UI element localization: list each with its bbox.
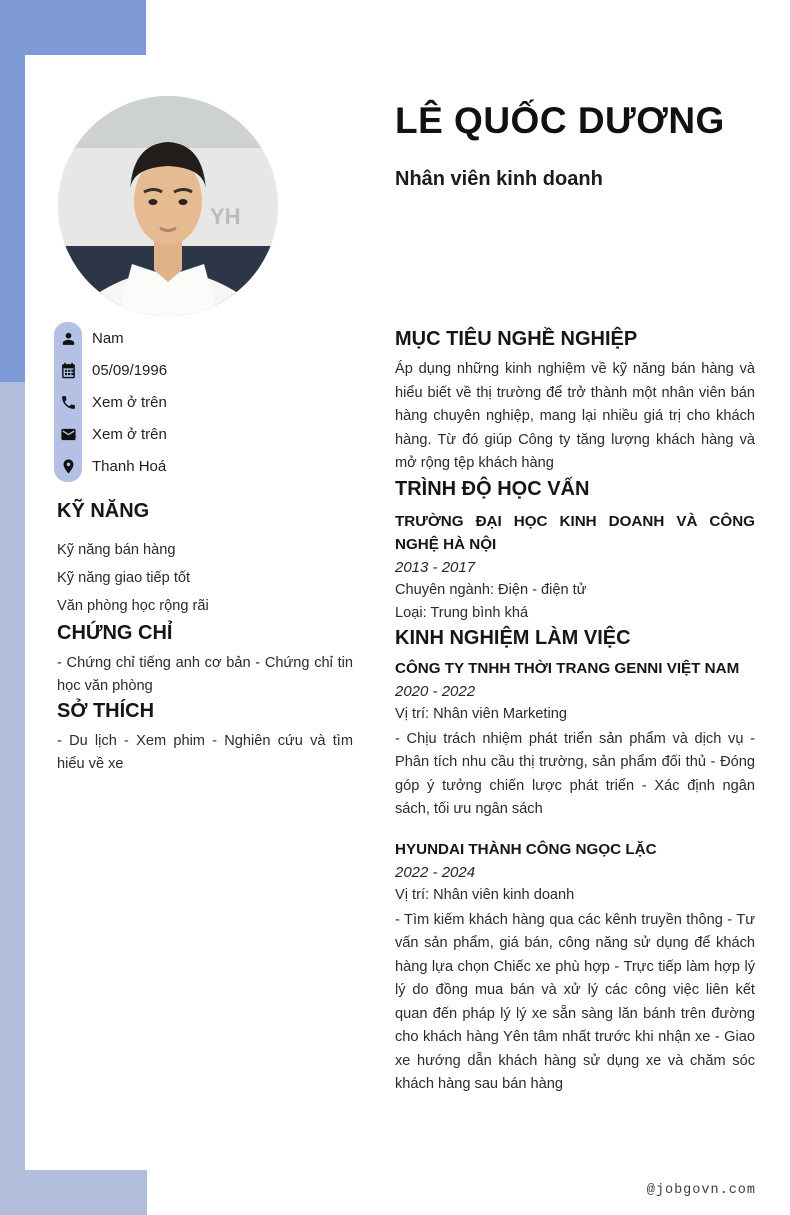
info-row-gender (54, 322, 354, 354)
info-row-birthdate (54, 354, 354, 386)
skill-item: Văn phòng học rộng rãi (57, 598, 209, 614)
decor-bottom-left-block (0, 1170, 147, 1215)
experience-job (395, 657, 755, 822)
job-company: CÔNG TY TNHH THỜI TRANG GENNI VIỆT NAM (395, 659, 740, 677)
profile-photo-illustration (58, 96, 278, 316)
experience-job (395, 838, 755, 1097)
mail-icon (54, 426, 82, 443)
hobbies-heading: SỞ THÍCH (57, 700, 155, 722)
phone-icon (54, 394, 82, 411)
job-position: Vị trí: Nhân viên kinh doanh (395, 886, 575, 903)
info-row-phone (54, 386, 354, 418)
objective-heading: MỤC TIÊU NGHỀ NGHIỆP (395, 328, 638, 350)
info-row-location (54, 450, 354, 482)
location-icon (54, 458, 82, 475)
right-column (395, 326, 755, 1097)
profile-photo (58, 96, 278, 316)
decor-left-strip-lower (0, 382, 25, 1170)
info-value-phone: Xem ở trên (92, 393, 167, 411)
decor-left-strip-upper (0, 55, 25, 382)
job-position: Vị trí: Nhân viên Marketing (395, 705, 567, 722)
skill-item: Kỹ năng bán hàng (57, 542, 176, 558)
education-heading: TRÌNH ĐỘ HỌC VẤN (395, 477, 590, 500)
info-value-gender: Nam (92, 329, 124, 347)
education-grade: Loại: Trung bình khá (395, 604, 529, 621)
job-company: HYUNDAI THÀNH CÔNG NGỌC LẶC (395, 840, 657, 858)
personal-info-list (54, 322, 354, 482)
certificates-text: - Chứng chỉ tiếng anh cơ bản - Chứng chỉ tin học văn phòng (57, 655, 353, 694)
education-major: Chuyên ngành: Điện - điện tử (395, 581, 587, 598)
job-description: - Tìm kiếm khách hàng qua các kênh truyền thông - Tư vấn sản phẩm, giá bán, công năng sử dụng để khách hàng lựa chọn Chiếc xe phù hợp - Trực tiếp làm hợp lý lý do đồng mua bán và xử lý các công việc liên kết quan đến pháp lý lý xe sẵn sàng lăn bánh trên đường cho khách hàng Yên tâm nhất trước khi nhận xe - Giao xe hướng dẫn khách hàng sử dụng xe và chăm sóc khách hàng sau bán hàng (395, 911, 755, 1092)
experience-heading: KINH NGHIỆM LÀM VIỆC (395, 626, 631, 649)
candidate-job-title: Nhân viên kinh doanh (395, 168, 603, 190)
hobbies-text: - Du lịch - Xem phim - Nghiên cứu và tìm hiểu về xe (57, 733, 353, 772)
candidate-name: LÊ QUỐC DƯƠNG (395, 100, 725, 141)
job-period: 2020 - 2022 (395, 682, 476, 700)
person-icon (54, 330, 82, 347)
job-description: - Chịu trách nhiệm phát triển sản phẩm và dịch vụ - Phân tích nhu cầu thị trường, sản phẩm đối thủ - Đóng góp ý tưởng chiến lược phát triển - Xác định ngân sách, tối ưu ngân sách (395, 730, 755, 817)
skills-heading: KỸ NĂNG (57, 500, 150, 522)
education-period: 2013 - 2017 (395, 558, 476, 576)
info-value-birthdate: 05/09/1996 (92, 361, 168, 379)
info-row-email (54, 418, 354, 450)
objective-text: Áp dụng những kinh nghiệm về kỹ năng bán hàng và hiểu biết về thị trường để trở thành một nhân viên bán hàng chuyên nghiệp, mang lại nhiều giá trị cho khách hàng. Từ đó giúp Công ty tăng lượng khách hàng và mở rộng tệp khách hàng (395, 361, 755, 471)
certificates-heading: CHỨNG CHỈ (57, 622, 173, 644)
svg-text:YH: YH (210, 204, 241, 229)
watermark: @jobgovn.com (646, 1183, 756, 1198)
info-value-location: Thanh Hoá (92, 457, 167, 475)
job-period: 2022 - 2024 (395, 863, 476, 881)
calendar-icon (54, 362, 82, 379)
skill-item: Kỹ năng giao tiếp tốt (57, 570, 191, 586)
left-column (57, 498, 353, 776)
skills-list (57, 536, 353, 620)
info-value-email: Xem ở trên (92, 425, 167, 443)
decor-top-left-block (0, 0, 146, 55)
education-school: TRƯỜNG ĐẠI HỌC KINH DOANH VÀ CÔNG NGHỆ HÀ NỘI (395, 512, 755, 553)
